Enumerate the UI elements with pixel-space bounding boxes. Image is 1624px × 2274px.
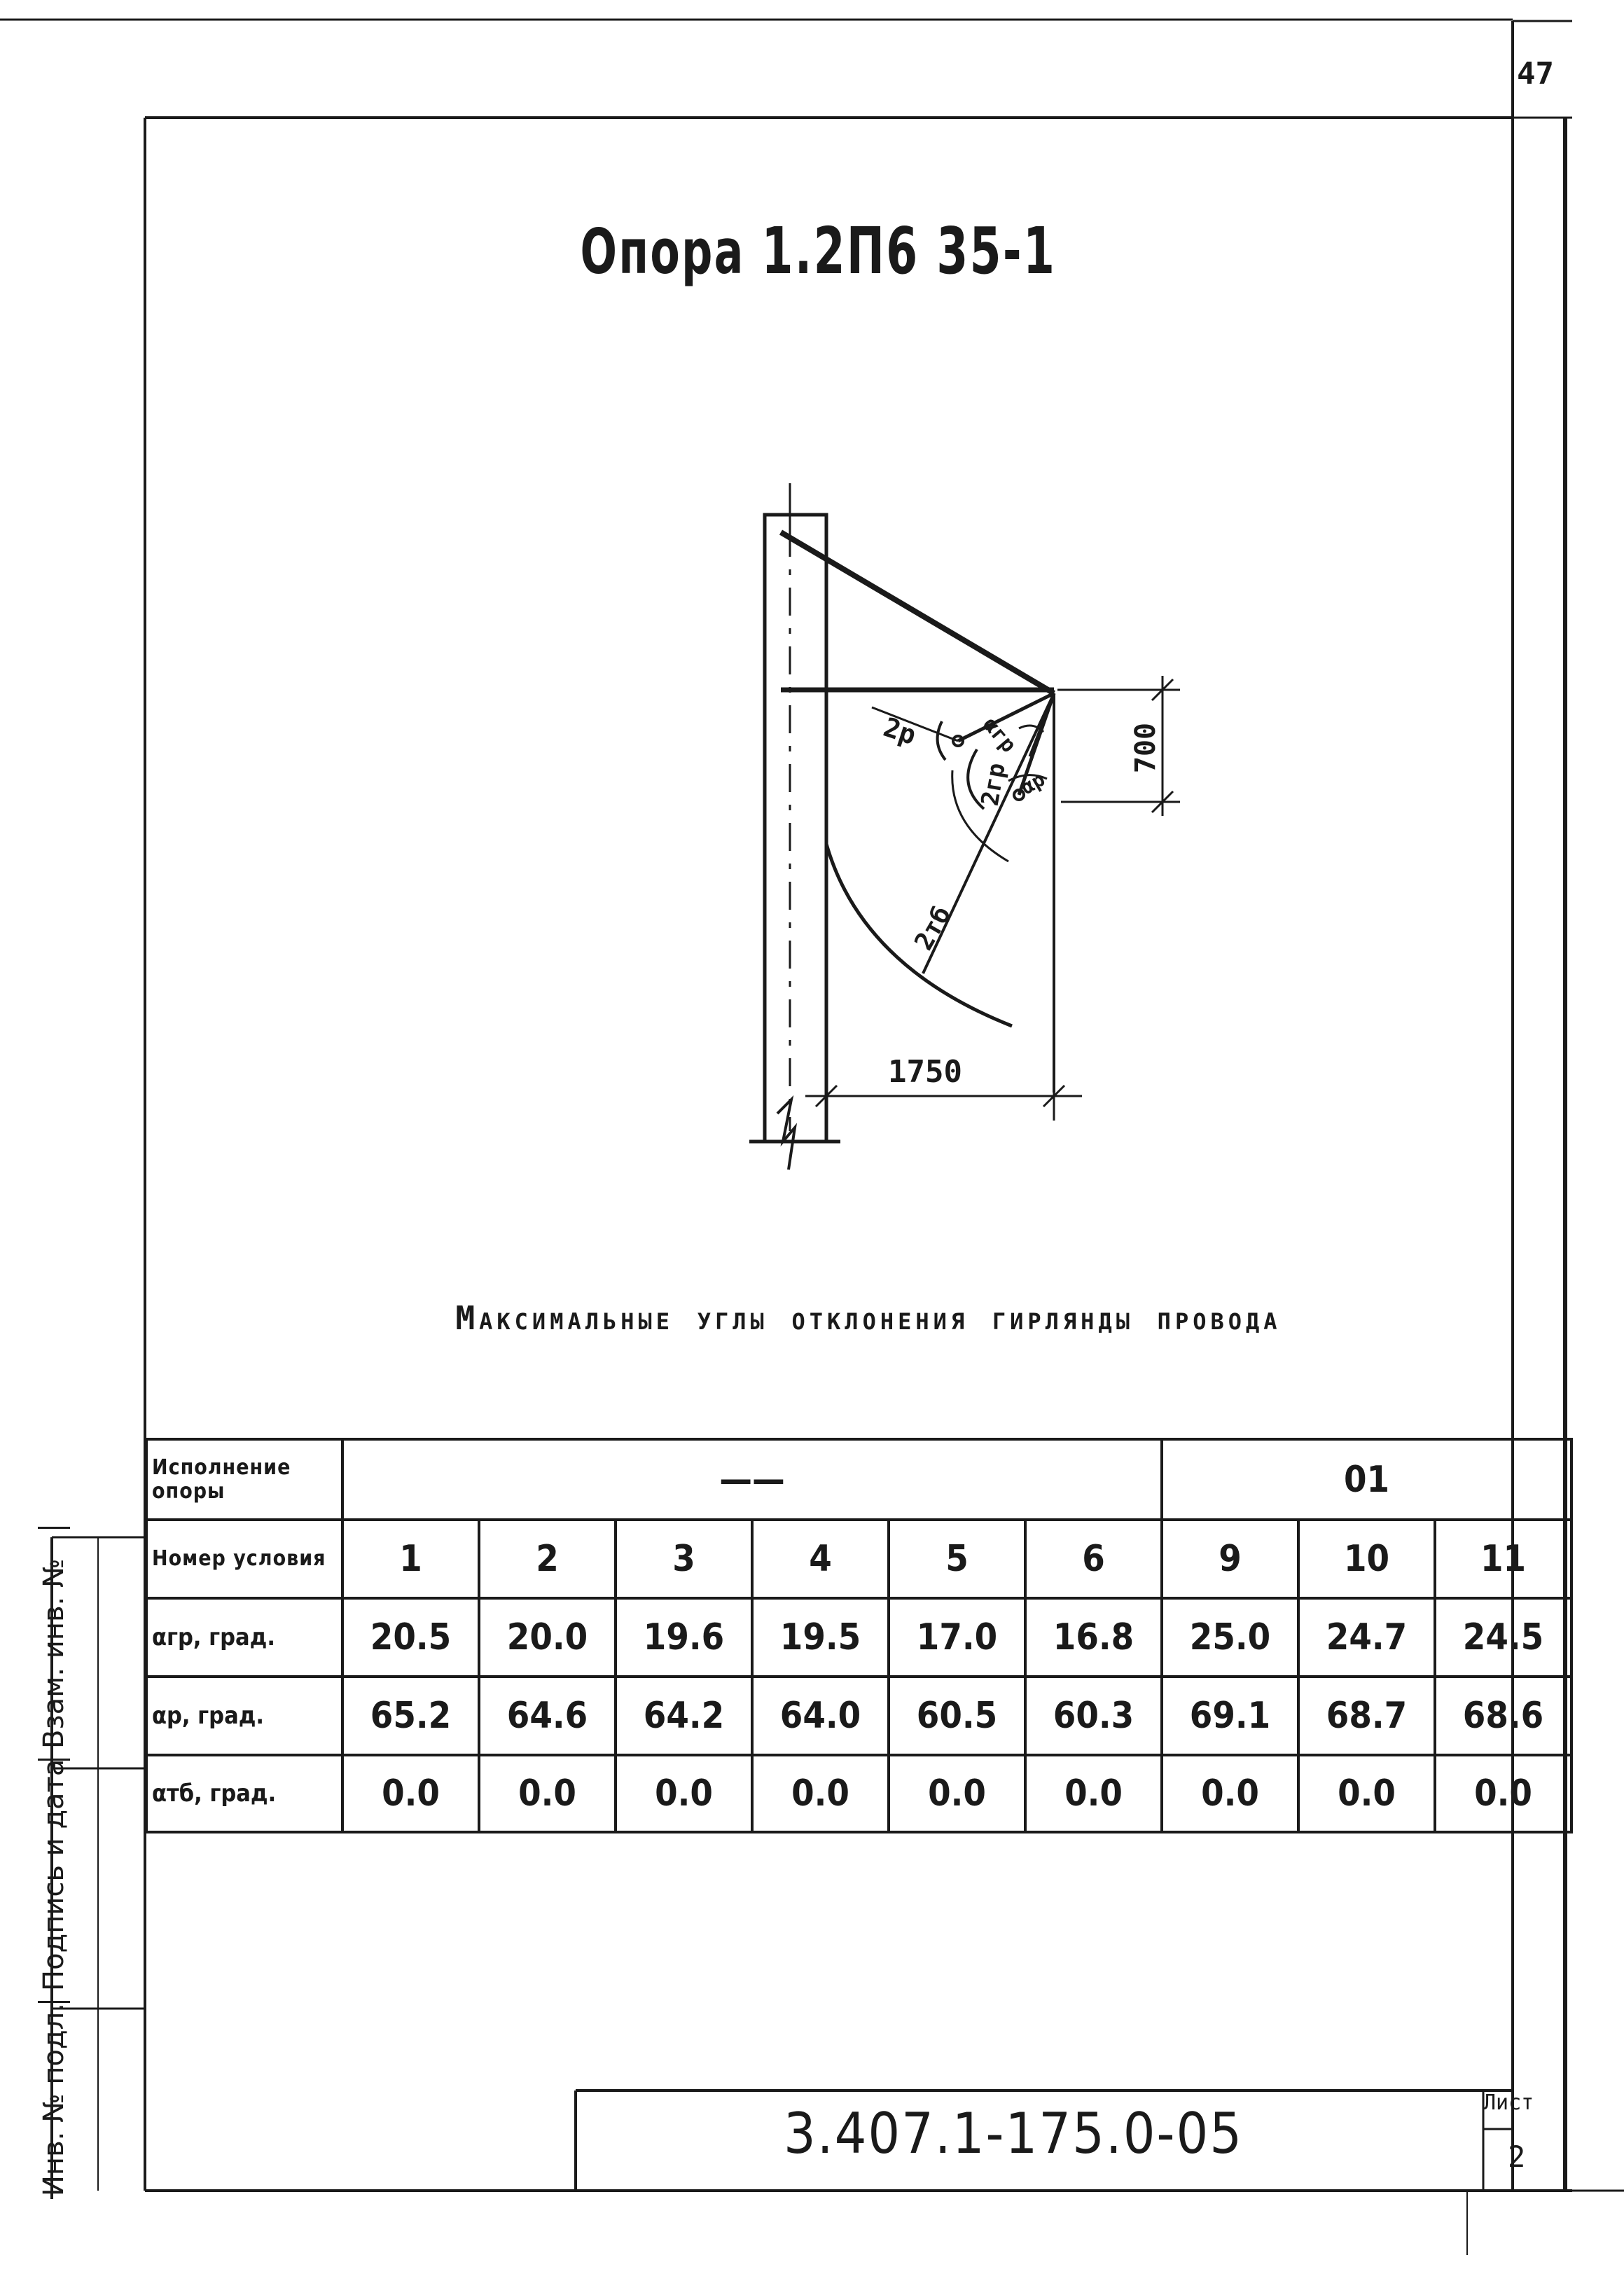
- row-label-condition: Номер условия: [146, 1520, 342, 1598]
- value-cell: 68.6: [1435, 1677, 1571, 1755]
- dim-vertical: 700: [1130, 722, 1163, 774]
- value-cell: 0.0: [1162, 1755, 1298, 1832]
- dim-horizontal: 1750: [888, 1054, 962, 1090]
- stamp-sheet-number: 2: [1508, 2140, 1526, 2174]
- variant-01: 01: [1162, 1439, 1571, 1520]
- side-stamp-inv-no: Инв. № подл.: [38, 2001, 70, 2206]
- condition-cell: 9: [1162, 1520, 1298, 1598]
- value-cell: 0.0: [342, 1755, 479, 1832]
- condition-cell: 10: [1298, 1520, 1435, 1598]
- value-cell: 20.5: [342, 1598, 479, 1677]
- label-rp: 2р: [880, 712, 920, 751]
- condition-cell: 6: [1025, 1520, 1162, 1598]
- table-heading: Максимальные углы отклонения гирлянды провода: [455, 1299, 1282, 1337]
- value-cell: 19.6: [616, 1598, 752, 1677]
- value-cell: 0.0: [752, 1755, 889, 1832]
- value-cell: 64.6: [479, 1677, 616, 1755]
- document-code: 3.407.1-175.0-05: [783, 2101, 1244, 2166]
- value-cell: 64.0: [752, 1677, 889, 1755]
- value-cell: 64.2: [616, 1677, 752, 1755]
- angles-table: [145, 1438, 1573, 1833]
- value-cell: 65.2: [342, 1677, 479, 1755]
- row-label-ap: αр, град.: [146, 1677, 342, 1755]
- label-rtb: 2тб: [909, 901, 957, 955]
- variant-base: ——: [342, 1439, 1162, 1520]
- value-cell: 0.0: [1298, 1755, 1435, 1832]
- stamp-sheet-label: Лист: [1483, 2091, 1534, 2115]
- label-agp: αгр: [978, 712, 1021, 758]
- condition-cell: 11: [1435, 1520, 1571, 1598]
- title-code: 1.2П6 35-1: [761, 214, 1057, 289]
- title-prefix: Опора: [580, 216, 745, 288]
- row-label-agp: αгр, град.: [146, 1598, 342, 1677]
- row-label-variant: Исполнение опоры: [146, 1439, 342, 1520]
- value-cell: 20.0: [479, 1598, 616, 1677]
- label-rgp: 2гр: [976, 761, 1011, 808]
- condition-cell: 2: [479, 1520, 616, 1598]
- value-cell: 0.0: [479, 1755, 616, 1832]
- value-cell: 60.5: [889, 1677, 1025, 1755]
- page-title: [179, 214, 1452, 289]
- value-cell: 0.0: [889, 1755, 1025, 1832]
- value-cell: 19.5: [752, 1598, 889, 1677]
- value-cell: 0.0: [1435, 1755, 1571, 1832]
- side-stamp-replaced: Взам. инв. №: [38, 1527, 70, 1759]
- value-cell: 24.5: [1435, 1598, 1571, 1677]
- value-cell: 68.7: [1298, 1677, 1435, 1755]
- row-label-atb: αтб, град.: [146, 1755, 342, 1832]
- value-cell: 0.0: [1025, 1755, 1162, 1832]
- value-cell: 60.3: [1025, 1677, 1162, 1755]
- condition-cell: 3: [616, 1520, 752, 1598]
- label-ap: αр: [1017, 767, 1049, 800]
- condition-cell: 4: [752, 1520, 889, 1598]
- side-stamp: [38, 1471, 70, 2206]
- value-cell: 0.0: [616, 1755, 752, 1832]
- value-cell: 16.8: [1025, 1598, 1162, 1677]
- side-stamp-signature: Подпись и дата: [38, 1759, 70, 2001]
- value-cell: 24.7: [1298, 1598, 1435, 1677]
- value-cell: 25.0: [1162, 1598, 1298, 1677]
- value-cell: 69.1: [1162, 1677, 1298, 1755]
- corner-sheet-number: 47: [1517, 56, 1554, 92]
- value-cell: 17.0: [889, 1598, 1025, 1677]
- condition-cell: 5: [889, 1520, 1025, 1598]
- condition-cell: 1: [342, 1520, 479, 1598]
